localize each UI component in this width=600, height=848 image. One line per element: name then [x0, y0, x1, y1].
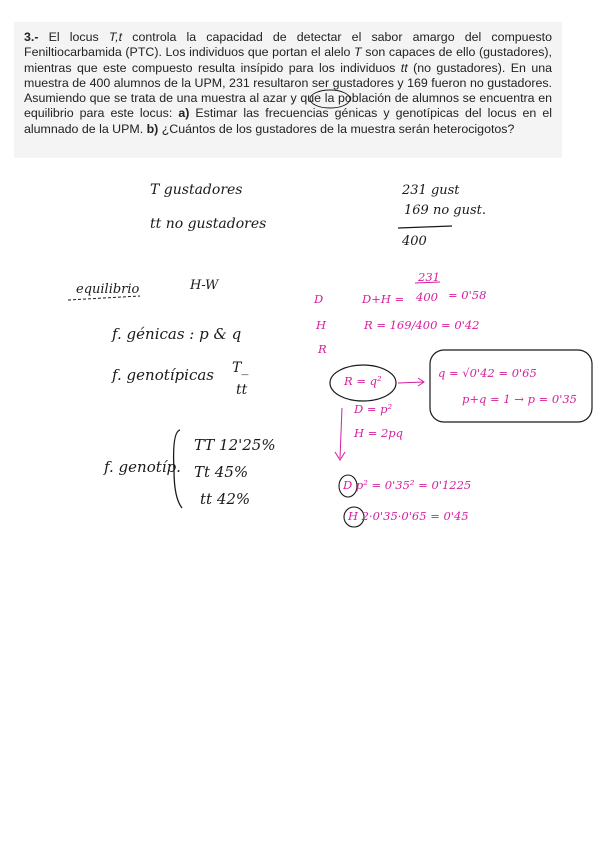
pink-pq-eq: p+q = 1 → p = 0'35 — [462, 392, 577, 406]
note-t-gustadores: T gustadores — [150, 182, 243, 198]
note-row-TT: TT 12'25% — [194, 436, 276, 454]
note-tt-small: tt — [236, 382, 248, 398]
q-calc-box — [430, 350, 592, 422]
arrow-down — [335, 408, 345, 460]
pink-r-q2: R = q² — [344, 374, 382, 388]
pink-frac-num: 231 — [418, 270, 440, 284]
problem-number: 3.- — [24, 30, 39, 44]
note-equilibrio: equilibrio — [76, 282, 140, 297]
problem-text-3: son capaces de ello (gustadores), mientras que este compuesto resulta insípido para los individuos — [24, 45, 552, 75]
arrow-right — [398, 378, 424, 386]
pink-q-eq: q = √0'42 = 0'65 — [438, 366, 537, 380]
pink-dh-result: = 0'58 — [448, 288, 487, 302]
note-f-genotipicas: f. genotípicas — [112, 366, 214, 384]
pink-d-final: D p² = 0'35² = 0'1225 — [343, 478, 472, 492]
total-fraction-line — [398, 226, 452, 228]
azar-circle — [310, 90, 350, 108]
note-tt-no-gustadores: tt no gustadores — [150, 216, 267, 232]
problem-text-1: El locus — [48, 30, 109, 44]
problem-text-4: (no gustadores). En una muestra de 400 alumnos de la UPM, 231 resultaron ser gustadores y 169 fueron no gustadores. Asumiendo que se trata de una muestra al azar y que la población de alumnos se encuentra en equilibrio para este locus: — [24, 60, 552, 121]
pink-h-2pq: H = 2pq — [354, 426, 404, 440]
note-f-genotip: f. genotíp. — [104, 458, 181, 476]
pink-h-final: H 2·0'35·0'65 = 0'45 — [348, 509, 469, 523]
pink-d-p2: D = p² — [354, 402, 393, 416]
part-a-text: Estimar las frecuencias génicas y genotípicas del locus en el alumnado de la UPM. — [24, 106, 553, 136]
note-row-tt: tt 42% — [200, 490, 251, 508]
part-a-label: a) — [178, 106, 190, 121]
problem-locus: T,t — [108, 30, 123, 44]
pink-H: H — [316, 318, 327, 332]
note-count-no-gust: 169 no gust. — [404, 203, 486, 218]
note-total: 400 — [402, 234, 427, 249]
pink-r-eq: R = 169/400 = 0'42 — [364, 318, 480, 332]
pink-R: R — [318, 342, 327, 356]
pink-dh-eq: D+H = — [362, 292, 405, 306]
note-count-gust: 231 gust — [402, 183, 460, 198]
problem-allele: T — [354, 45, 362, 60]
note-f-genicas: f. génicas : p & q — [112, 325, 242, 343]
note-t-dash: T_ — [232, 360, 249, 376]
pink-frac-den: 400 — [416, 290, 438, 304]
note-row-Tt: Tt 45% — [194, 463, 249, 481]
pink-D: D — [314, 292, 324, 306]
part-b-label: b) — [146, 121, 159, 136]
problem-text-2: controla la capacidad de detectar el sabor amargo del compuesto Feniltiocarbamida (PTC). Los individuos que portan el alelo — [24, 30, 552, 60]
note-hw: H-W — [190, 278, 219, 293]
part-b-text: ¿Cuántos de los gustadores de la muestra serán heterocigotos? — [158, 121, 515, 136]
problem-genotype: tt — [400, 60, 408, 75]
